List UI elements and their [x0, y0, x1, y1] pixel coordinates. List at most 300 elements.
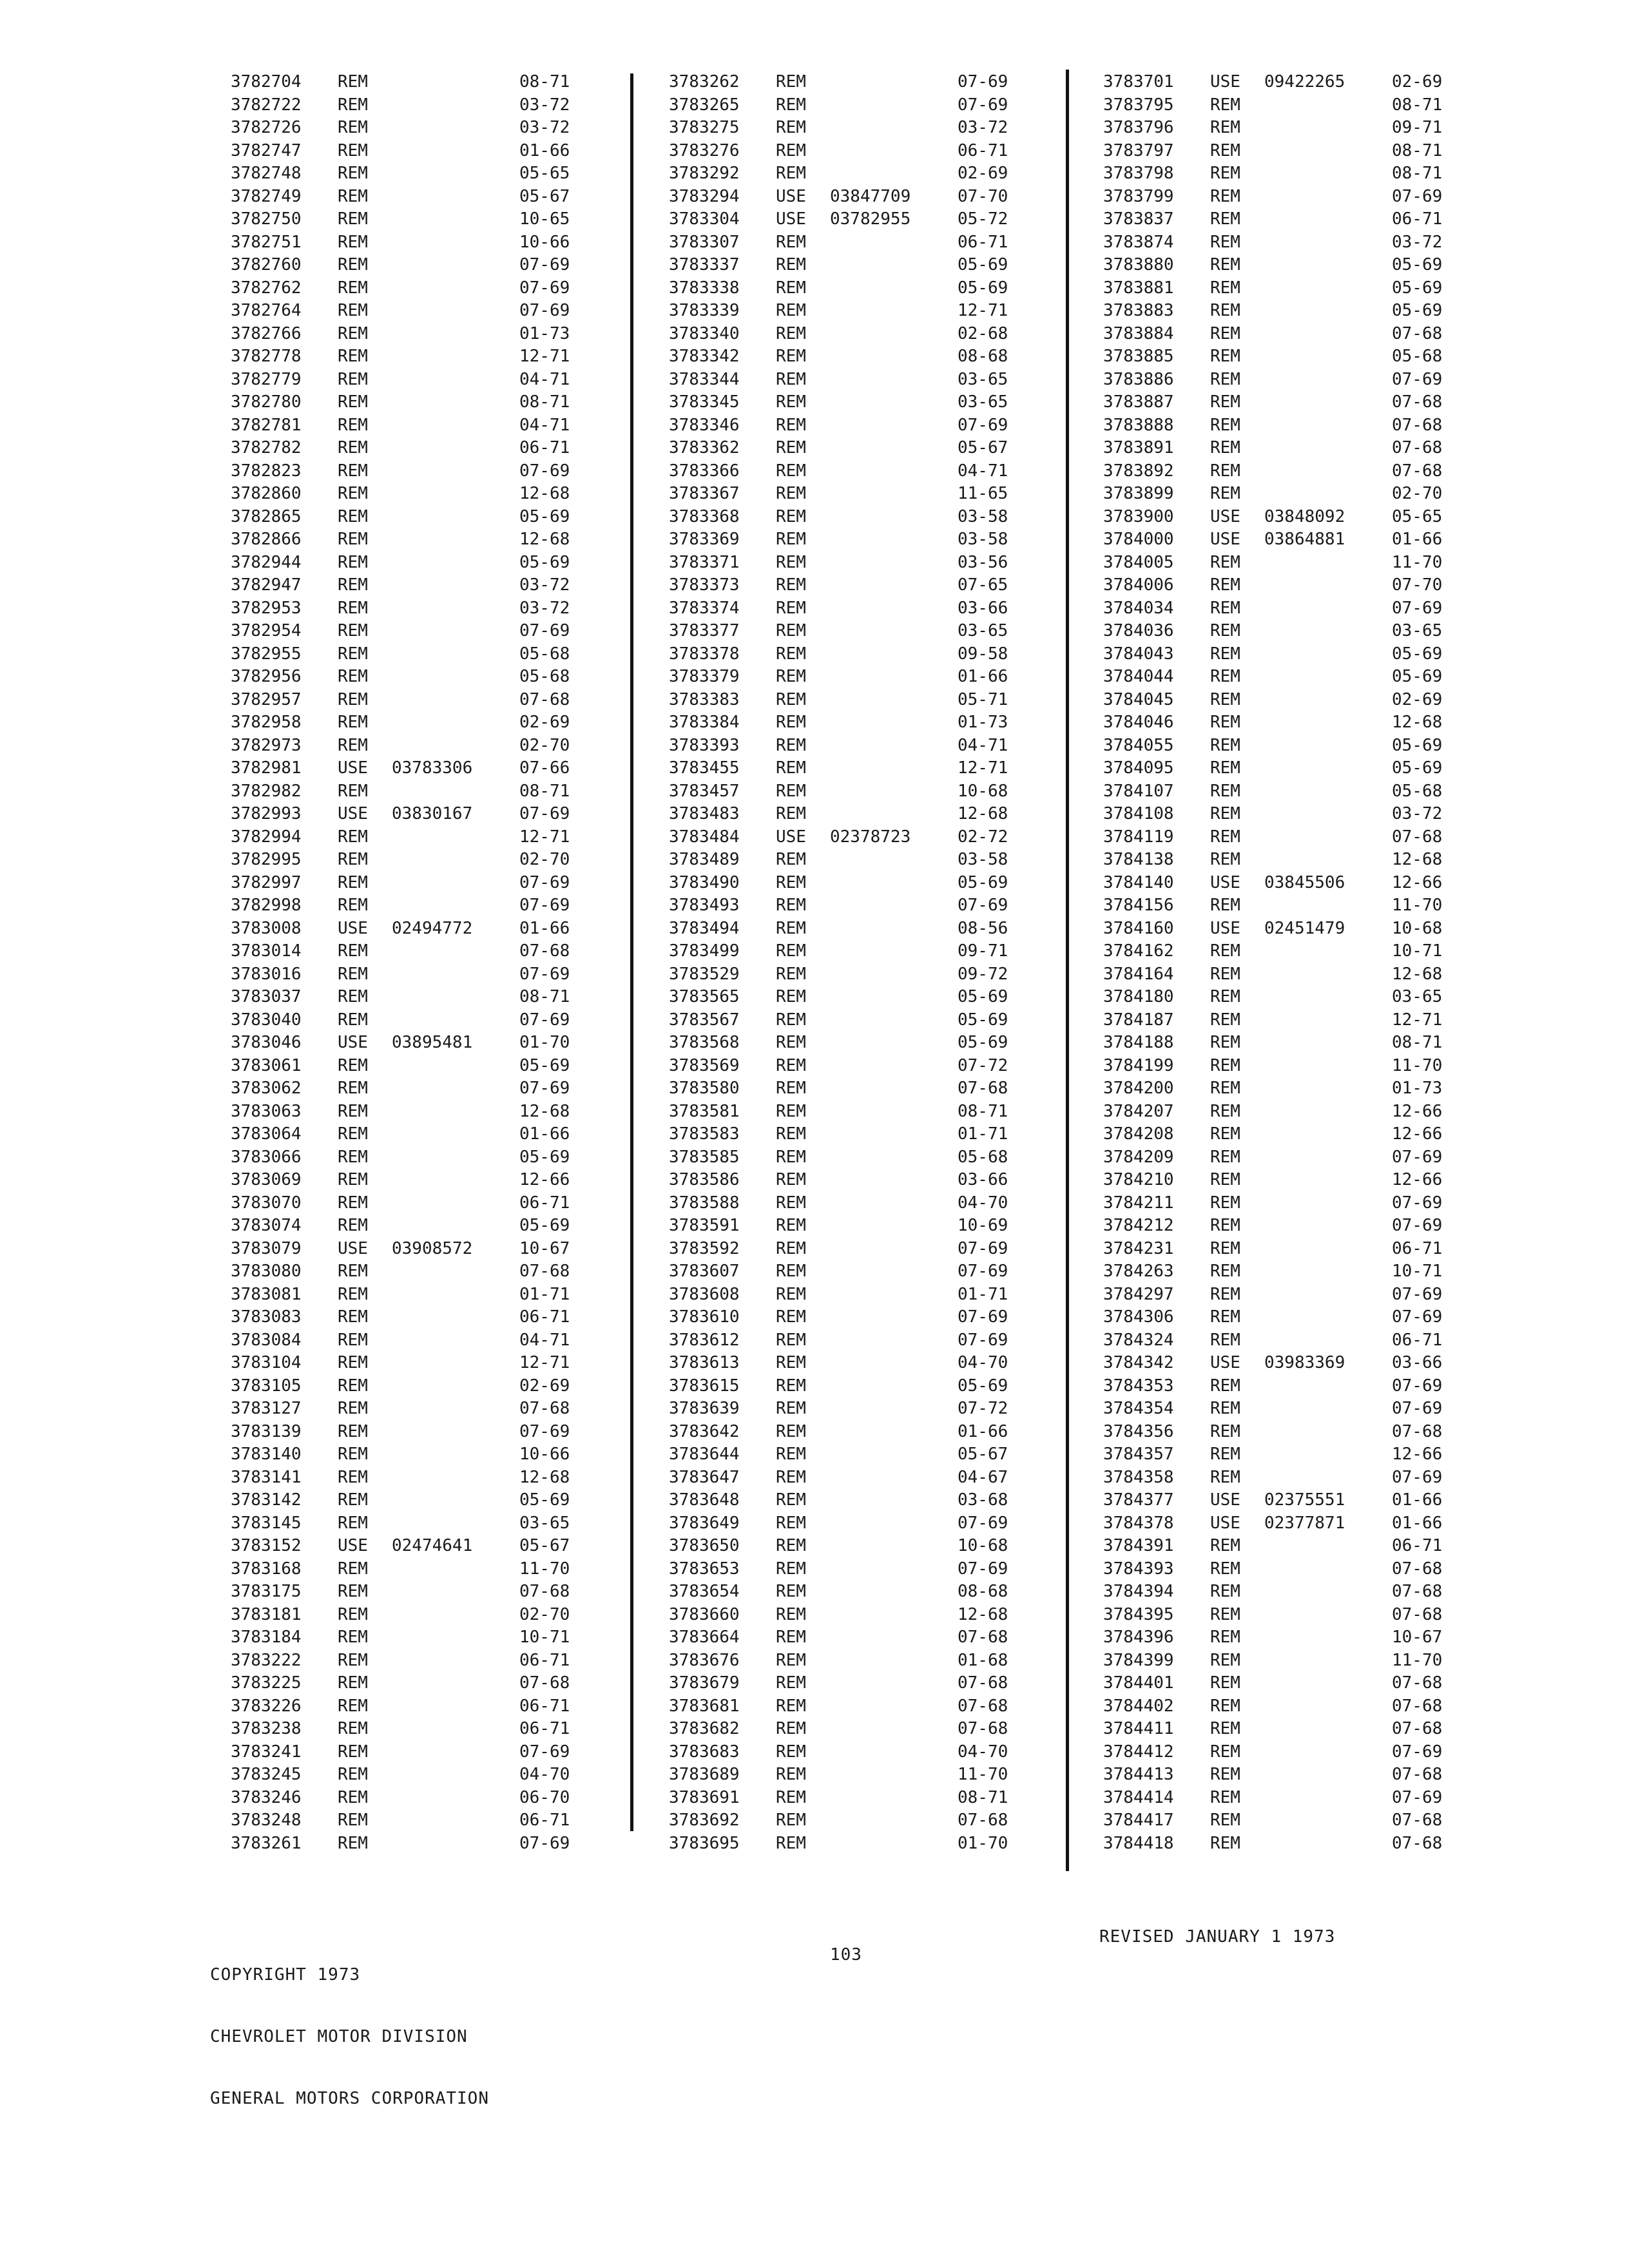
date-code: 09-58	[958, 644, 1008, 664]
action-code: REM	[776, 1719, 806, 1738]
action-code: REM	[338, 575, 368, 595]
action-code: REM	[1210, 1124, 1240, 1144]
date-code: 07-69	[519, 1421, 570, 1441]
action-code: REM	[776, 1079, 806, 1098]
part-number: 3783307	[669, 232, 740, 252]
part-number: 3783885	[1103, 347, 1174, 366]
action-code: REM	[338, 1353, 368, 1372]
action-code: REM	[1210, 1719, 1240, 1738]
action-code: REM	[776, 941, 806, 961]
part-number: 3783799	[1103, 186, 1174, 206]
date-code: 01-73	[1392, 1079, 1443, 1098]
date-code: 07-68	[519, 1262, 570, 1281]
action-code: REM	[1210, 1604, 1240, 1624]
action-code: REM	[338, 1330, 368, 1350]
action-code: REM	[338, 1262, 368, 1281]
action-code: REM	[1210, 209, 1240, 229]
part-number: 3783884	[1103, 323, 1174, 343]
part-number: 3783248	[231, 1811, 302, 1830]
action-code: REM	[338, 1742, 368, 1762]
date-code: 10-68	[1392, 918, 1443, 938]
action-code: REM	[338, 415, 368, 435]
action-code: REM	[338, 1559, 368, 1579]
part-number: 3783457	[669, 781, 740, 801]
action-code: REM	[776, 369, 806, 389]
part-number: 3783588	[669, 1193, 740, 1213]
part-number: 3783681	[669, 1696, 740, 1716]
action-code: REM	[338, 278, 368, 298]
date-code: 03-72	[1392, 804, 1443, 823]
action-code: REM	[338, 781, 368, 801]
date-code: 07-70	[958, 186, 1008, 206]
date-code: 02-72	[958, 827, 1008, 847]
date-code: 07-68	[1392, 1696, 1443, 1716]
date-code: 07-68	[1392, 827, 1443, 847]
date-code: 04-71	[958, 461, 1008, 481]
action-code: REM	[338, 438, 368, 457]
date-code: 12-71	[1392, 1010, 1443, 1030]
replacement-part: 03782955	[830, 209, 911, 229]
part-number: 3783083	[231, 1307, 302, 1327]
date-code: 05-69	[519, 506, 570, 526]
part-number: 3783238	[231, 1719, 302, 1738]
part-number: 3783484	[669, 827, 740, 847]
part-number: 3784209	[1103, 1147, 1174, 1167]
part-number: 3783581	[669, 1101, 740, 1121]
date-code: 01-70	[958, 1833, 1008, 1853]
copyright-line: COPYRIGHT 1973	[210, 1965, 361, 1984]
date-code: 05-67	[519, 186, 570, 206]
part-number: 3782981	[231, 758, 302, 778]
part-number: 3783874	[1103, 232, 1174, 252]
part-number: 3784395	[1103, 1604, 1174, 1624]
part-number: 3783339	[669, 301, 740, 320]
date-code: 08-71	[1392, 140, 1443, 160]
part-number: 3783644	[669, 1445, 740, 1464]
part-number: 3783695	[669, 1833, 740, 1853]
part-number: 3783612	[669, 1330, 740, 1350]
date-code: 07-69	[519, 872, 570, 892]
part-number: 3783061	[231, 1055, 302, 1075]
action-code: REM	[776, 1170, 806, 1189]
date-code: 03-58	[958, 850, 1008, 869]
action-code: USE	[1210, 1513, 1240, 1533]
part-number: 3784207	[1103, 1101, 1174, 1121]
part-number: 3783490	[669, 872, 740, 892]
part-number: 3784034	[1103, 598, 1174, 618]
part-number: 3783676	[669, 1650, 740, 1670]
action-code: REM	[1210, 1399, 1240, 1418]
date-code: 06-70	[519, 1787, 570, 1807]
action-code: REM	[1210, 1445, 1240, 1464]
part-number: 3784353	[1103, 1376, 1174, 1396]
part-number: 3784210	[1103, 1170, 1174, 1189]
part-number: 3782748	[231, 164, 302, 183]
action-code: REM	[1210, 667, 1240, 686]
date-code: 06-71	[519, 438, 570, 457]
division-line: CHEVROLET MOTOR DIVISION	[210, 2027, 468, 2046]
action-code: REM	[1210, 1536, 1240, 1555]
action-code: REM	[338, 484, 368, 503]
date-code: 10-66	[519, 232, 570, 252]
part-number: 3783127	[231, 1399, 302, 1418]
action-code: REM	[1210, 1673, 1240, 1693]
action-code: REM	[338, 1604, 368, 1624]
date-code: 07-68	[1392, 1719, 1443, 1738]
part-number: 3784006	[1103, 575, 1174, 595]
action-code: REM	[338, 1650, 368, 1670]
date-code: 07-68	[1392, 1673, 1443, 1693]
replacement-part: 02375551	[1264, 1490, 1345, 1510]
action-code: REM	[776, 621, 806, 640]
date-code: 12-68	[958, 1604, 1008, 1624]
action-code: REM	[776, 118, 806, 137]
part-number: 3783346	[669, 415, 740, 435]
date-code: 01-73	[958, 713, 1008, 732]
part-number: 3784055	[1103, 735, 1174, 755]
part-number: 3783369	[669, 530, 740, 549]
action-code: REM	[1210, 1033, 1240, 1052]
part-number: 3783493	[669, 896, 740, 915]
part-number: 3784160	[1103, 918, 1174, 938]
part-number: 3784356	[1103, 1421, 1174, 1441]
date-code: 08-71	[519, 781, 570, 801]
date-code: 12-68	[519, 1101, 570, 1121]
date-code: 05-69	[1392, 255, 1443, 274]
date-code: 07-69	[1392, 1216, 1443, 1235]
part-number: 3783837	[1103, 209, 1174, 229]
part-number: 3784180	[1103, 987, 1174, 1006]
action-code: USE	[1210, 72, 1240, 91]
action-code: REM	[338, 1307, 368, 1327]
action-code: REM	[776, 872, 806, 892]
action-code: REM	[1210, 1811, 1240, 1830]
part-number: 3783888	[1103, 415, 1174, 435]
date-code: 03-72	[519, 95, 570, 115]
part-number: 3783383	[669, 689, 740, 709]
part-number: 3783362	[669, 438, 740, 457]
action-code: REM	[1210, 941, 1240, 961]
action-code: REM	[776, 1399, 806, 1418]
date-code: 10-68	[958, 1536, 1008, 1555]
part-number: 3783292	[669, 164, 740, 183]
action-code: REM	[776, 1559, 806, 1579]
replacement-part: 09422265	[1264, 72, 1345, 91]
part-number: 3782747	[231, 140, 302, 160]
date-code: 10-65	[519, 209, 570, 229]
date-code: 04-70	[519, 1765, 570, 1784]
action-code: REM	[776, 415, 806, 435]
action-code: REM	[1210, 1650, 1240, 1670]
date-code: 11-65	[958, 484, 1008, 503]
date-code: 05-69	[958, 1010, 1008, 1030]
action-code: REM	[776, 255, 806, 274]
date-code: 01-66	[519, 1124, 570, 1144]
part-number: 3783607	[669, 1262, 740, 1281]
part-number: 3783062	[231, 1079, 302, 1098]
action-code: REM	[338, 232, 368, 252]
action-code: REM	[338, 827, 368, 847]
date-code: 07-68	[1392, 392, 1443, 412]
action-code: REM	[1210, 278, 1240, 298]
action-code: REM	[1210, 484, 1240, 503]
part-number: 3783900	[1103, 506, 1174, 526]
part-number: 3782958	[231, 713, 302, 732]
date-code: 11-70	[1392, 896, 1443, 915]
date-code: 12-71	[519, 347, 570, 366]
action-code: REM	[776, 1490, 806, 1510]
part-number: 3782865	[231, 506, 302, 526]
part-number: 3783373	[669, 575, 740, 595]
part-number: 3783689	[669, 1765, 740, 1784]
part-number: 3784188	[1103, 1033, 1174, 1052]
date-code: 02-70	[519, 1604, 570, 1624]
date-code: 07-69	[1392, 1376, 1443, 1396]
action-code: USE	[338, 1536, 368, 1555]
part-number: 3784263	[1103, 1262, 1174, 1281]
action-code: REM	[1210, 1376, 1240, 1396]
action-code: REM	[776, 644, 806, 664]
date-code: 12-66	[1392, 1101, 1443, 1121]
part-number: 3782860	[231, 484, 302, 503]
date-code: 07-69	[519, 896, 570, 915]
part-number: 3784107	[1103, 781, 1174, 801]
action-code: REM	[776, 164, 806, 183]
part-number: 3783265	[669, 95, 740, 115]
date-code: 03-72	[958, 118, 1008, 137]
action-code: REM	[338, 186, 368, 206]
action-code: REM	[776, 72, 806, 91]
date-code: 07-69	[519, 621, 570, 640]
action-code: REM	[338, 347, 368, 366]
date-code: 01-68	[958, 1650, 1008, 1670]
date-code: 12-71	[958, 758, 1008, 778]
action-code: USE	[1210, 872, 1240, 892]
date-code: 05-69	[519, 1216, 570, 1235]
part-number: 3784396	[1103, 1628, 1174, 1647]
part-number: 3783084	[231, 1330, 302, 1350]
date-code: 10-69	[958, 1216, 1008, 1235]
action-code: REM	[1210, 964, 1240, 984]
action-code: REM	[338, 164, 368, 183]
date-code: 07-69	[1392, 1193, 1443, 1213]
action-code: REM	[1210, 140, 1240, 160]
part-number: 3782766	[231, 323, 302, 343]
date-code: 03-72	[1392, 232, 1443, 252]
date-code: 05-69	[958, 1376, 1008, 1396]
part-number: 3784156	[1103, 896, 1174, 915]
action-code: REM	[1210, 438, 1240, 457]
action-code: REM	[1210, 1559, 1240, 1579]
date-code: 12-68	[958, 804, 1008, 823]
date-code: 07-68	[958, 1696, 1008, 1716]
action-code: REM	[338, 1421, 368, 1441]
date-code: 01-66	[1392, 530, 1443, 549]
date-code: 06-71	[519, 1811, 570, 1830]
action-code: REM	[338, 1010, 368, 1030]
date-code: 09-71	[1392, 118, 1443, 137]
action-code: REM	[776, 392, 806, 412]
part-number: 3783064	[231, 1124, 302, 1144]
part-number: 3782782	[231, 438, 302, 457]
part-number: 3783642	[669, 1421, 740, 1441]
part-number: 3783489	[669, 850, 740, 869]
action-code: REM	[776, 1124, 806, 1144]
action-code: REM	[338, 72, 368, 91]
action-code: REM	[1210, 186, 1240, 206]
action-code: REM	[1210, 164, 1240, 183]
part-number: 3782956	[231, 667, 302, 686]
action-code: REM	[1210, 415, 1240, 435]
action-code: REM	[776, 804, 806, 823]
part-number: 3783294	[669, 186, 740, 206]
action-code: REM	[338, 1673, 368, 1693]
part-number: 3783037	[231, 987, 302, 1006]
action-code: REM	[776, 461, 806, 481]
action-code: REM	[1210, 689, 1240, 709]
action-code: REM	[338, 1079, 368, 1098]
date-code: 05-69	[958, 255, 1008, 274]
action-code: REM	[776, 1833, 806, 1853]
date-code: 03-65	[1392, 987, 1443, 1006]
part-number: 3783063	[231, 1101, 302, 1121]
part-number: 3782823	[231, 461, 302, 481]
action-code: REM	[338, 621, 368, 640]
date-code: 07-69	[958, 1307, 1008, 1327]
part-number: 3783368	[669, 506, 740, 526]
date-code: 06-71	[519, 1650, 570, 1670]
part-number: 3784412	[1103, 1742, 1174, 1762]
part-number: 3784046	[1103, 713, 1174, 732]
action-code: REM	[1210, 1421, 1240, 1441]
part-number: 3782995	[231, 850, 302, 869]
action-code: USE	[338, 1033, 368, 1052]
date-code: 10-71	[519, 1628, 570, 1647]
date-code: 05-69	[958, 872, 1008, 892]
action-code: REM	[338, 1124, 368, 1144]
action-code: USE	[338, 918, 368, 938]
part-number: 3783797	[1103, 140, 1174, 160]
date-code: 12-68	[1392, 713, 1443, 732]
part-number: 3783046	[231, 1033, 302, 1052]
date-code: 07-68	[519, 1673, 570, 1693]
action-code: USE	[1210, 1353, 1240, 1372]
part-number: 3783798	[1103, 164, 1174, 183]
date-code: 07-69	[1392, 1284, 1443, 1304]
action-code: REM	[1210, 1787, 1240, 1807]
part-number: 3782762	[231, 278, 302, 298]
action-code: REM	[776, 598, 806, 618]
part-number: 3783225	[231, 1673, 302, 1693]
part-number: 3783184	[231, 1628, 302, 1647]
date-code: 07-69	[958, 1559, 1008, 1579]
date-code: 08-71	[958, 1787, 1008, 1807]
action-code: REM	[776, 1765, 806, 1784]
action-code: REM	[338, 392, 368, 412]
part-number: 3783569	[669, 1055, 740, 1075]
action-code: REM	[338, 1490, 368, 1510]
date-code: 05-65	[519, 164, 570, 183]
date-code: 05-69	[1392, 644, 1443, 664]
part-number: 3783529	[669, 964, 740, 984]
action-code: REM	[776, 1284, 806, 1304]
action-code: REM	[776, 506, 806, 526]
part-number: 3783586	[669, 1170, 740, 1189]
action-code: REM	[776, 1673, 806, 1693]
date-code: 07-68	[958, 1628, 1008, 1647]
date-code: 01-66	[519, 918, 570, 938]
action-code: REM	[338, 872, 368, 892]
date-code: 03-58	[958, 506, 1008, 526]
part-number: 3782944	[231, 552, 302, 572]
date-code: 04-70	[958, 1742, 1008, 1762]
part-number: 3783275	[669, 118, 740, 137]
date-code: 01-66	[958, 1421, 1008, 1441]
action-code: USE	[1210, 506, 1240, 526]
action-code: USE	[338, 1238, 368, 1258]
date-code: 03-58	[958, 530, 1008, 549]
date-code: 06-71	[519, 1696, 570, 1716]
action-code: REM	[338, 369, 368, 389]
part-number: 3784208	[1103, 1124, 1174, 1144]
date-code: 04-70	[958, 1193, 1008, 1213]
date-code: 03-66	[958, 1170, 1008, 1189]
action-code: REM	[776, 530, 806, 549]
part-number: 3782781	[231, 415, 302, 435]
date-code: 07-69	[1392, 1467, 1443, 1487]
action-code: REM	[776, 278, 806, 298]
part-number: 3782722	[231, 95, 302, 115]
action-code: REM	[1210, 575, 1240, 595]
action-code: REM	[776, 1216, 806, 1235]
date-code: 03-56	[958, 552, 1008, 572]
part-number: 3783664	[669, 1628, 740, 1647]
action-code: REM	[1210, 758, 1240, 778]
part-number: 3783654	[669, 1582, 740, 1601]
action-code: REM	[1210, 644, 1240, 664]
action-code: REM	[338, 301, 368, 320]
date-code: 05-69	[1392, 758, 1443, 778]
date-code: 02-69	[519, 1376, 570, 1396]
date-code: 05-67	[958, 438, 1008, 457]
date-code: 03-68	[958, 1490, 1008, 1510]
date-code: 07-68	[1392, 1765, 1443, 1784]
part-number: 3784399	[1103, 1650, 1174, 1670]
action-code: USE	[338, 804, 368, 823]
action-code: USE	[776, 209, 806, 229]
date-code: 07-69	[1392, 1399, 1443, 1418]
part-number: 3782704	[231, 72, 302, 91]
date-code: 07-69	[519, 1079, 570, 1098]
date-code: 07-69	[519, 255, 570, 274]
action-code: REM	[338, 1628, 368, 1647]
action-code: REM	[776, 1262, 806, 1281]
part-number: 3784138	[1103, 850, 1174, 869]
part-number: 3782957	[231, 689, 302, 709]
part-number: 3783152	[231, 1536, 302, 1555]
action-code: REM	[338, 941, 368, 961]
action-code: REM	[1210, 118, 1240, 137]
part-number: 3784164	[1103, 964, 1174, 984]
date-code: 07-68	[1392, 1833, 1443, 1853]
replacement-part: 03864881	[1264, 530, 1345, 549]
part-number: 3784358	[1103, 1467, 1174, 1487]
action-code: REM	[776, 232, 806, 252]
action-code: REM	[338, 1170, 368, 1189]
date-code: 12-68	[519, 1467, 570, 1487]
date-code: 11-70	[1392, 1650, 1443, 1670]
date-code: 06-71	[1392, 209, 1443, 229]
